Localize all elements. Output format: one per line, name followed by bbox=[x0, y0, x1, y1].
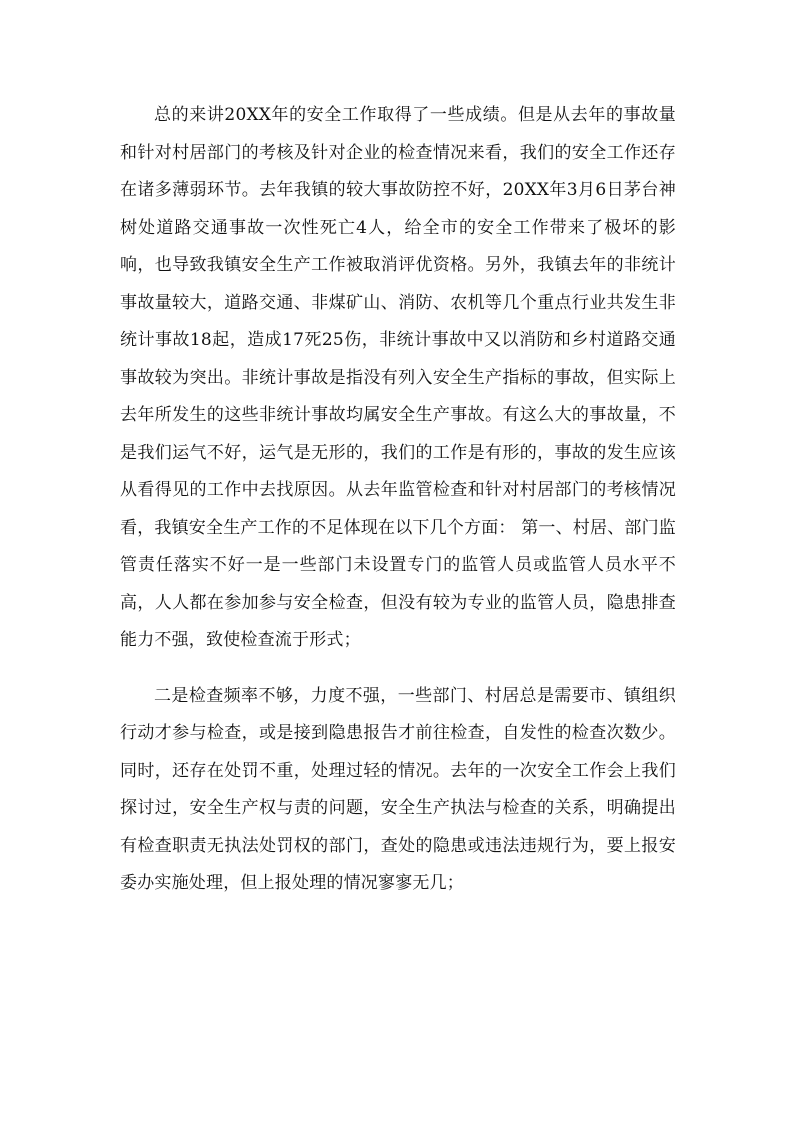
paragraph-2: 二是检查频率不够，力度不强，一些部门、村居总是需要市、镇组织行动才参与检查，或是接到隐患报告才前往检查，自发性的检查次数少。同时，还存在处罚不重，处理过轻的情况。去年的一次安全工作会上我们探讨过，安全生产权与责的问题，安全生产执法与检查的关系，明确提出有检查职责无执法处罚权的部门，查处的隐患或违法违规行为，要上报安委办实施处理，但上报处理的情况寥寥无几； bbox=[120, 685, 676, 893]
document-body bbox=[120, 97, 676, 903]
paragraph-1: 总的来讲20XX年的安全工作取得了一些成绩。但是从去年的事故量和针对村居部门的考核及针对企业的检查情况来看，我们的安全工作还存在诸多薄弱环节。去年我镇的较大事故防控不好，20XX年3月6日茅台神树处道路交通事故一次性死亡4人，给全市的安全工作带来了极坏的影响，也导致我镇安全生产工作被取消评优资格。另外，我镇去年的非统计事故量较大，道路交通、非煤矿山、消防、农机等几个重点行业共发生非统计事故18起，造成17死25伤，非统计事故中又以消防和乡村道路交通事故较为突出。非统计事故是指没有列入安全生产指标的事故，但实际上去年所发生的这些非统计事故均属安全生产事故。有这么大的事故量，不是我们运气不好，运气是无形的，我们的工作是有形的，事故的发生应该从看得见的工作中去找原因。从去年监管检查和针对村居部门的考核情况看，我镇安全生产工作的不足体现在以下几个方面： 第一、村居、部门监管责任落实不好一是一些部门未设置专门的监管人员或监管人员水平不高，人人都在参加参与安全检查，但没有较为专业的监管人员，隐患排查能力不强，致使检查流于形式； bbox=[120, 105, 677, 650]
